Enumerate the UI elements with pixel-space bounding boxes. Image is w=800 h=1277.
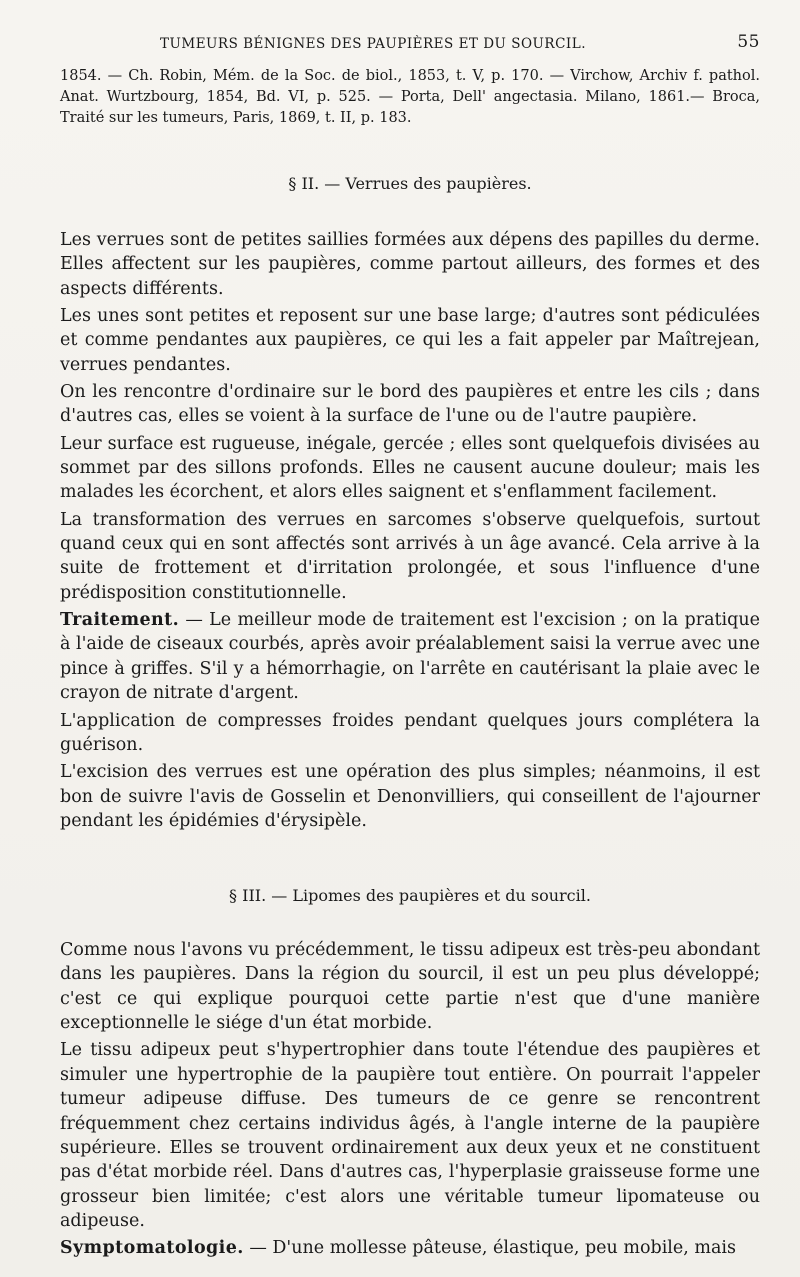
symptom-paragraph	[60, 1236, 760, 1260]
traitement-text: — Le meilleur mode de traitement est l'excision ; on la pratique à l'aide de ciseaux courbés, après avoir préalablement saisi la verrue avec une pince à griffes. S'il y a hémorrhagie, on l'arrête en cautérisant la plaie avec le crayon de nitrate d'argent.	[60, 610, 760, 704]
paragraph: On les rencontre d'ordinaire sur le bord des paupières et entre les cils ; dans d'autres cas, elles se voient à la surface de l'une ou de l'autre paupière.	[60, 382, 760, 427]
paragraph: La transformation des verrues en sarcomes s'observe quelquefois, surtout quand ceux qui en sont affectés sont arrivés à un âge avancé. Cela arrive à la suite de frottement et d'irritation prolongée, et sous l'influence d'une prédisposition constitutionnelle.	[60, 509, 760, 603]
paragraph: Les verrues sont de petites saillies formées aux dépens des papilles du derme. Elles affectent sur les paupières, comme partout ailleurs, des formes et des aspects différents.	[60, 230, 760, 299]
paragraph: Leur surface est rugueuse, inégale, gercée ; elles sont quelquefois divisées au sommet par des sillons profonds. Elles ne causent aucune douleur; mais les malades les écorchent, et alors elles saignent et s'enflamment facilement.	[60, 433, 760, 503]
paragraph: L'excision des verrues est une opération des plus simples; néanmoins, il est bon de suivre l'avis de Gosselin et Denonvilliers, qui conseillent de l'ajourner pendant les épidémies d'érysipèle.	[60, 762, 760, 831]
paragraph: Comme nous l'avons vu précédemment, le tissu adipeux est très-peu abondant dans les paupières. Dans la région du sourcil, il est un peu plus développé; c'est ce qui explique pourquoi cette partie n'est que d'une manière exceptionnelle le siége d'un état morbide.	[60, 940, 760, 1034]
page-number: 55	[737, 32, 760, 52]
section-heading-verrues: § II. — Verrues des paupières.	[288, 174, 532, 193]
paragraph: L'application de compresses froides pendant quelques jours complétera la guérison.	[60, 710, 760, 755]
running-title: TUMEURS BÉNIGNES DES PAUPIÈRES ET DU SOURCIL.	[160, 36, 586, 52]
reference-paragraph: 1854. — Ch. Robin, Mém. de la Soc. de biol., 1853, t. V, p. 170. — Virchow, Archiv f. pathol. Anat. Wurtzbourg, 1854, Bd. VI, p. 525. — Porta, Dell' angectasia. Milano, 1861.— Broca, Traité sur les tumeurs, Paris, 1869, t. II, p. 183.	[60, 68, 760, 126]
paragraph: Les unes sont petites et reposent sur une base large; d'autres sont pédiculées et comme pendantes aux paupières, ce qui les a fait appeler par Maîtrejean, verrues pendantes.	[60, 306, 760, 375]
bibliography-references	[60, 66, 760, 129]
paragraph: Le tissu adipeux peut s'hypertrophier dans toute l'étendue des paupières et simuler une hypertrophie de la paupière tout entière. On pourrait l'appeler tumeur adipeuse diffuse. Des tumeurs de ce genre se rencontrent fréquemment chez certains individus âgés, à l'angle interne de la paupière supérieure. Elles se trouvent ordinairement aux deux yeux et ne constituent pas d'état morbide réel. Dans d'autres cas, l'hyperplasie graisseuse forme une grosseur bien limitée; c'est alors une véritable tumeur lipomateuse ou adipeuse.	[60, 1040, 760, 1232]
symptom-text: — D'une mollesse pâteuse, élastique, peu mobile, mais	[249, 1238, 736, 1259]
running-header	[60, 32, 760, 56]
section-body-verrues	[60, 228, 760, 836]
symptom-label: Symptomatologie.	[60, 1238, 244, 1259]
traitement-paragraph	[60, 608, 760, 706]
section-body-lipomes	[60, 938, 760, 1264]
section-heading-lipomes: § III. — Lipomes des paupières et du sourcil.	[229, 886, 591, 905]
traitement-label: Traitement.	[60, 610, 180, 631]
